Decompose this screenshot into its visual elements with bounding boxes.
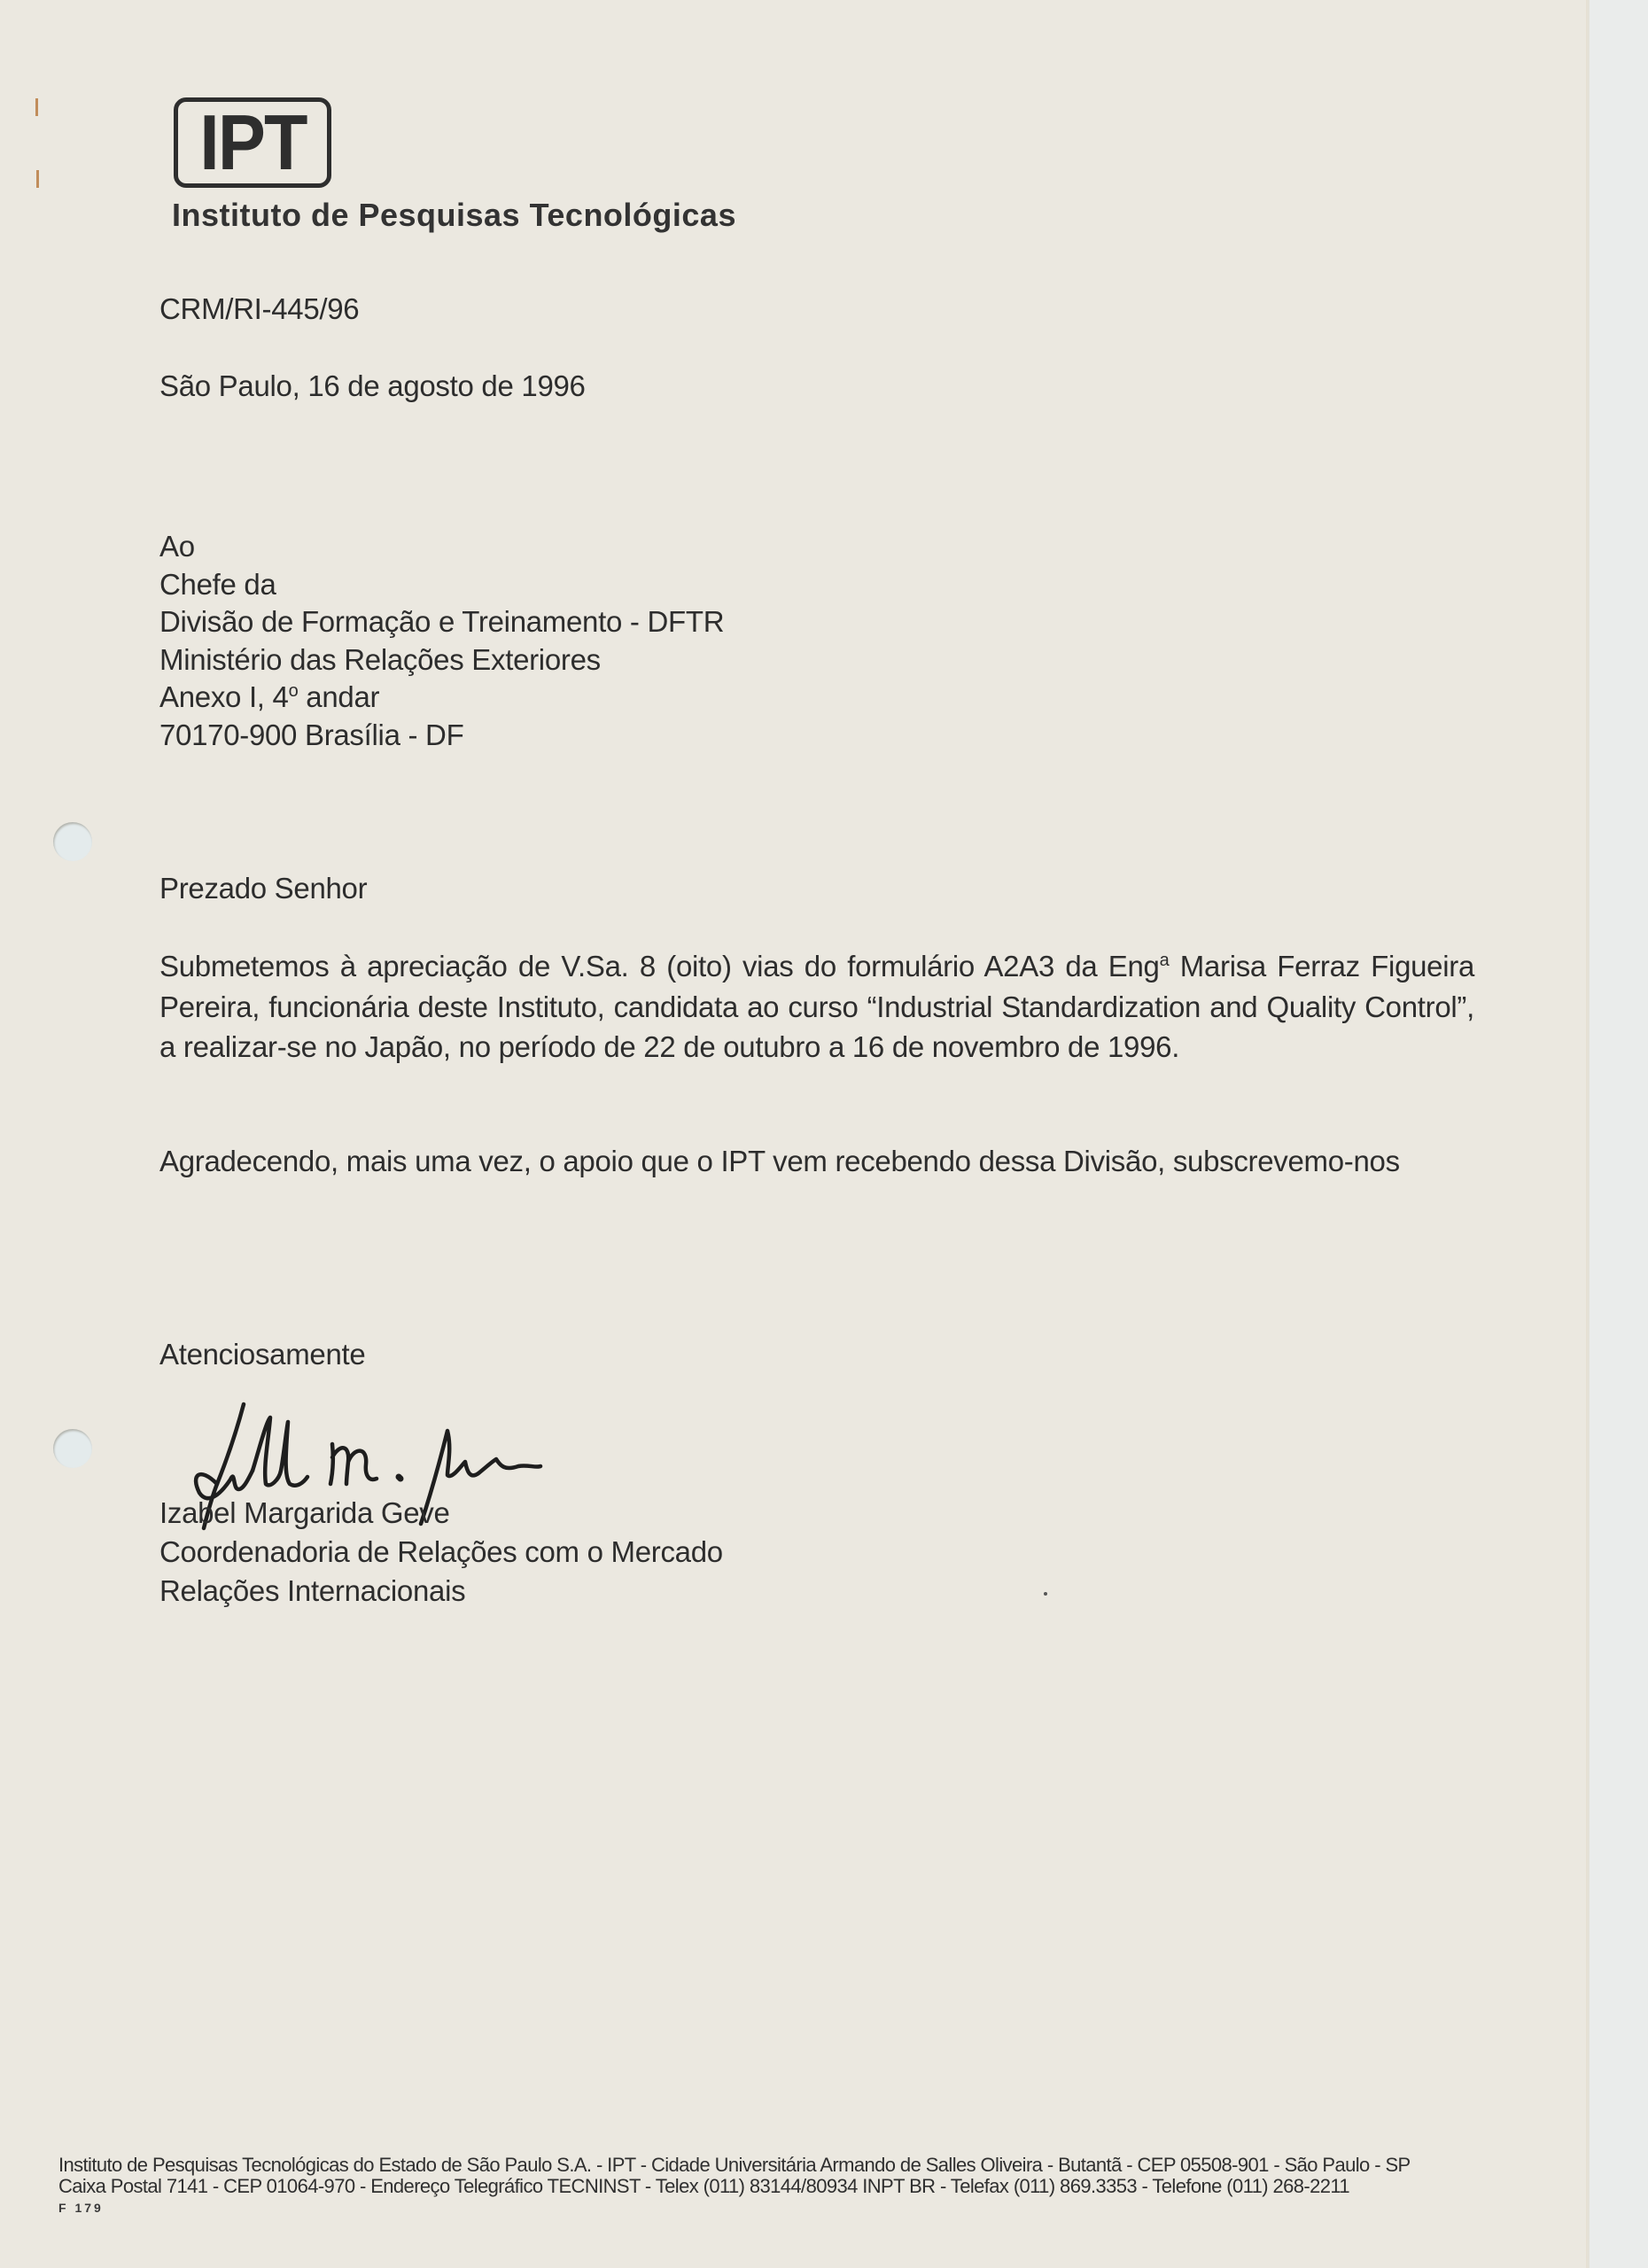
signatory-unit: Relações Internacionais <box>159 1574 466 1607</box>
body-paragraph: Agradecendo, mais uma vez, o apoio que o IPT vem recebendo dessa Divisão, subscrevemo-nos <box>159 1145 1400 1177</box>
footer-address-line: Instituto de Pesquisas Tecnológicas do Estado de São Paulo S.A. - IPT - Cidade Universitária Armando de Salles Oliveira - Butantã - CEP 05508-901 - São Paulo - SP <box>58 2154 1411 2176</box>
recipient-line: Ministério das Relações Exteriores <box>159 642 601 676</box>
reference-number: CRM/RI-445/96 <box>159 292 360 325</box>
salutation: Prezado Senhor <box>159 872 368 905</box>
logo-text: IPT <box>198 98 307 186</box>
recipient-line: Divisão de Formação e Treinamento - DFTR <box>159 605 725 638</box>
ink-speck <box>1044 1592 1047 1596</box>
signatory-department: Coordenadoria de Relações com o Mercado <box>159 1535 723 1568</box>
signatory-name: Izabel Margarida Geve <box>159 1496 450 1529</box>
punch-hole <box>53 822 92 861</box>
ordinal-superscript: a <box>1159 951 1170 970</box>
recipient-line: 70170-900 Brasília - DF <box>159 718 464 751</box>
staple-mark <box>35 98 51 116</box>
ipt-logo <box>174 97 331 188</box>
body-paragraph <box>159 946 1474 1068</box>
punch-hole <box>53 1429 92 1468</box>
recipient-line-text: Anexo I, 4 <box>159 680 289 713</box>
paragraph-text: Marisa Ferraz Figueira Pereira, funcionária deste Instituto, candidata ao curso “Industrial Standardization and Quality Control”, a realizar-se no Japão, no período de 22 de outubro a 16 de novembro de 1996. <box>159 950 1475 1063</box>
paragraph-text: Submetemos à apreciação de V.Sa. 8 (oito) vias do formulário A2A3 da Eng <box>159 950 1160 983</box>
closing: Atenciosamente <box>159 1338 366 1371</box>
institute-name: Instituto de Pesquisas Tecnológicas <box>172 197 736 233</box>
recipient-address <box>159 528 724 754</box>
recipient-line <box>159 679 724 717</box>
form-code: F 179 <box>58 2201 104 2215</box>
scanner-background <box>1590 0 1648 2268</box>
date-line: São Paulo, 16 de agosto de 1996 <box>159 369 586 402</box>
recipient-line: Ao <box>159 530 195 563</box>
ordinal-superscript: o <box>288 681 299 701</box>
staple-mark <box>36 170 51 188</box>
signatory-block <box>159 1494 723 1611</box>
recipient-line-text: andar <box>298 680 380 713</box>
footer-contact-line: Caixa Postal 7141 - CEP 01064-970 - Endereço Telegráfico TECNINST - Telex (011) 83144/80934 INPT BR - Telefax (011) 869.3353 - Telefone (011) 268-2211 <box>58 2175 1350 2197</box>
recipient-line: Chefe da <box>159 567 276 601</box>
letterhead-footer <box>58 2155 1411 2197</box>
